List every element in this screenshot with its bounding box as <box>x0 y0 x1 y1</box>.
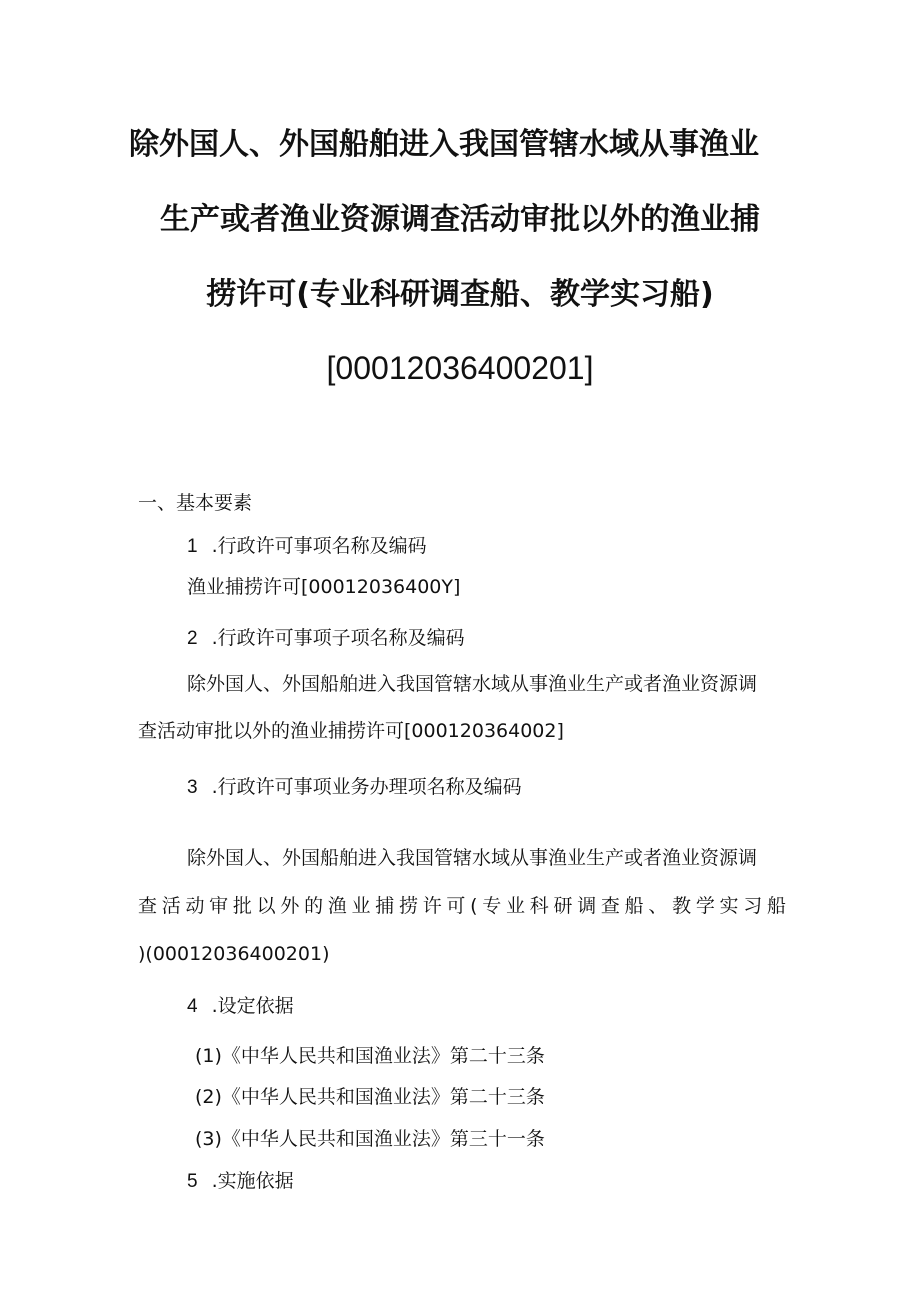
item-number: 5 <box>187 1171 198 1192</box>
item-number: 2 <box>187 628 198 649</box>
item-label: .实施依据 <box>211 1170 294 1192</box>
item-heading-4 <box>187 992 294 1021</box>
item-number: 1 <box>187 536 198 557</box>
item-heading-1 <box>187 532 427 561</box>
item-heading-2 <box>187 624 465 653</box>
item-3-content-line-3: )(00012036400201) <box>138 943 330 965</box>
item-1-content: 渔业捕捞许可[00012036400Y] <box>187 576 461 598</box>
section-heading-basic-elements: 一、基本要素 <box>138 492 253 514</box>
item-number: 3 <box>187 777 198 798</box>
item-label: .设定依据 <box>211 995 294 1017</box>
document-title-line-3: 捞许可(专业科研调查船、教学实习船) <box>206 277 714 312</box>
document-title-code: [00012036400201] <box>326 350 594 386</box>
item-label: .行政许可事项子项名称及编码 <box>211 627 465 649</box>
item-heading-3 <box>187 773 522 802</box>
document-title-line-2: 生产或者渔业资源调查活动审批以外的渔业捕 <box>160 202 760 237</box>
item-3-content-line-1: 除外国人、外国船舶进入我国管辖水域从事渔业生产或者渔业资源调 <box>187 847 758 869</box>
legal-basis-item-2: (2)《中华人民共和国渔业法》第二十三条 <box>195 1086 545 1108</box>
item-3-content-line-2: 查活动审批以外的渔业捕捞许可(专业科研调查船、教学实习船 <box>138 895 786 917</box>
item-2-content-line-2: 查活动审批以外的渔业捕捞许可[000120364002] <box>138 720 564 742</box>
item-heading-5 <box>187 1167 294 1196</box>
item-number: 4 <box>187 996 198 1017</box>
legal-basis-item-1: (1)《中华人民共和国渔业法》第二十三条 <box>195 1045 545 1067</box>
item-label: .行政许可事项业务办理项名称及编码 <box>211 776 522 798</box>
document-title-line-1: 除外国人、外国船舶进入我国管辖水域从事渔业 <box>129 127 759 162</box>
legal-basis-item-3: (3)《中华人民共和国渔业法》第三十一条 <box>195 1128 545 1150</box>
item-2-content-line-1: 除外国人、外国船舶进入我国管辖水域从事渔业生产或者渔业资源调 <box>187 673 758 695</box>
item-label: .行政许可事项名称及编码 <box>211 535 427 557</box>
